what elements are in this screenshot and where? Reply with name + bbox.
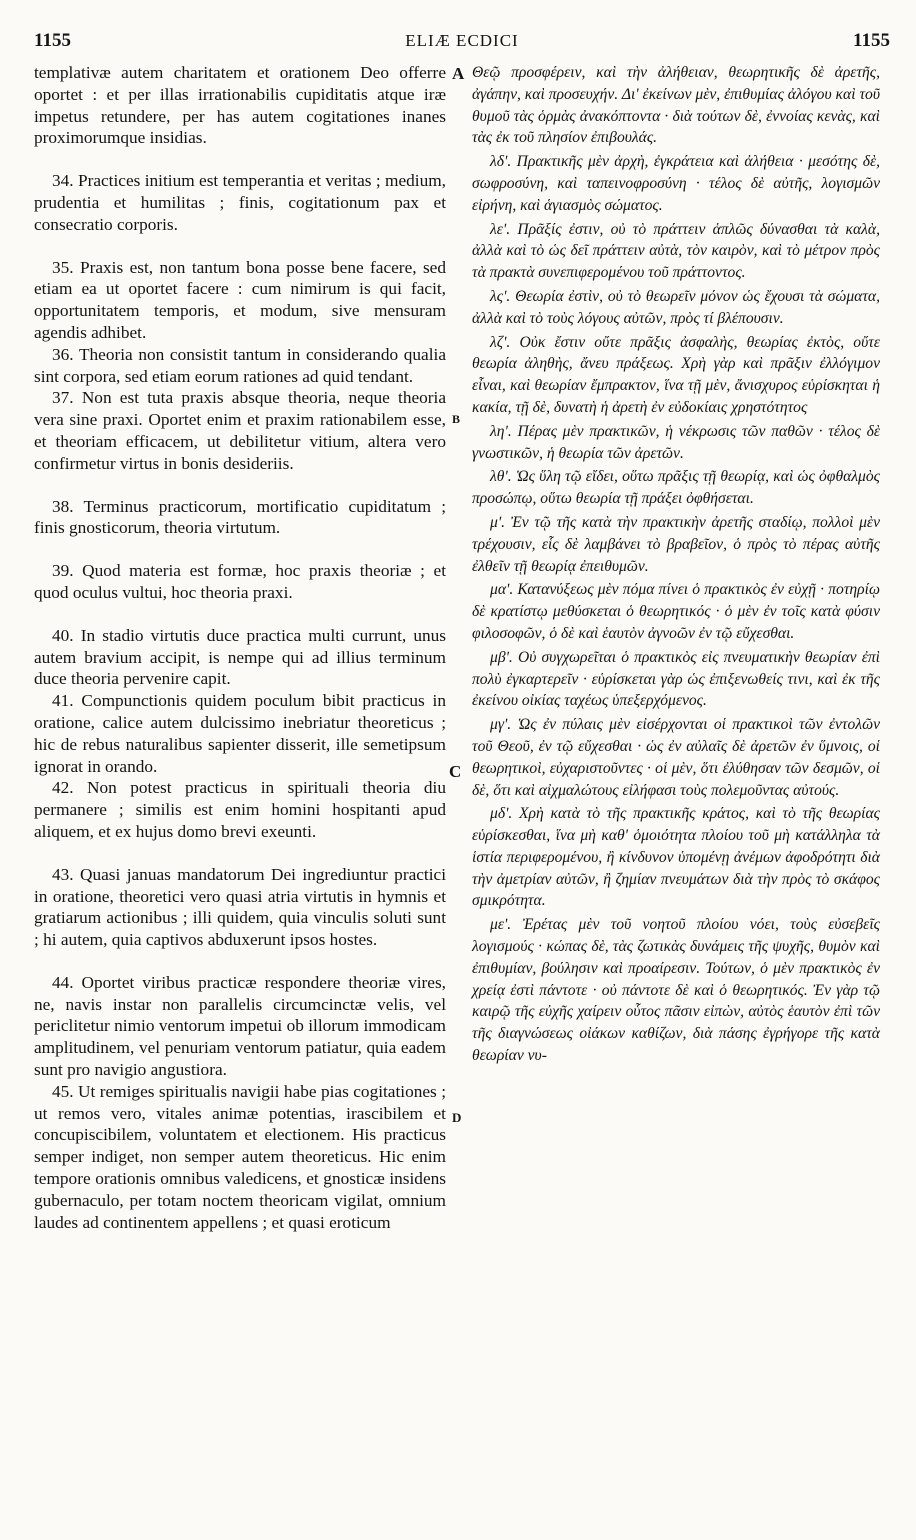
latin-paragraph: templativæ autem charitatem et orationem Deo offerre oportet : et per illas irrationabilis cupiditatis atque iræ impetus retundere, per has autem cogitationes inanes proximorumque insidias. xyxy=(34,63,446,148)
greek-paragraph: ληʹ. Πέρας μὲν πρακτικῶν, ἡ νέκρωσις τῶν παθῶν · τέλος δὲ γνωστικῶν, ἡ θεωρία τῶν ἀρετῶν. xyxy=(472,422,880,462)
greek-paragraph: Θεῷ προσφέρειν, καὶ τὴν ἀλήθειαν, θεωρητικῆς δὲ ἀρετῆς, ἀγάπην, καὶ προσευχήν. Δι' ἐκείνων μὲν, ἐπιθυμίας ἀλόγου καὶ τοῦ θυμοῦ τὰς ὁρμὰς ἀνακόπτοντα · διὰ τούτων δὲ, ἐννοίας κενὰς, καὶ τὰς ἐκ τοῦ πλησίον ἐπιβουλάς. xyxy=(472,64,880,147)
latin-paragraph: 34. Practices initium est temperantia et veritas ; medium, prudentia et humilitas ; finis, cogitationum pax et consecratio corporis. xyxy=(34,171,446,234)
margin-letter-a: A xyxy=(452,64,465,83)
margin-letter-b: B xyxy=(452,412,461,426)
latin-paragraph: 35. Praxis est, non tantum bona posse bene facere, sed etiam ea ut oportet facere : cum nimirum is qui facit, opportunitatem temporis, et modum, sive mensuram agendis adhibet. xyxy=(34,257,446,342)
greek-paragraph: μγʹ. Ὡς ἐν πύλαις μὲν εἰσέρχονται οἱ πρακτικοὶ τῶν ἐντολῶν τοῦ Θεοῦ, ἐν τῷ εὔχεσθαι · ὡς ἐν αὐλαῖς δὲ ἀρετῶν ἐν ὕμνοις, οἱ θεωρητικοὶ, εὐχαριστοῦντες · οἱ μὲν, ὅτι ἐλύθησαν τῶν δεσμῶν, οἱ δὲ, ὅτι καὶ αἰχμαλώτους εἰλήφασι τοὺς πολεμοῦντας αὐτούς. xyxy=(472,716,880,799)
greek-paragraph: μαʹ. Κατανύξεως μὲν πόμα πίνει ὁ πρακτικὸς ἐν εὐχῇ · ποτηρίῳ δὲ κρατίστῳ μεθύσκεται ὁ θεωρητικός · ὁ μὲν ἐν τοῖς κατὰ φύσιν φιλοσοφῶν, ὁ δὲ καὶ ἑαυτὸν ἀγνοῶν ἐν τῷ εὔχεσθαι. xyxy=(472,581,880,642)
latin-paragraph: 37. Non est tuta praxis absque theoria, neque theoria vera sine praxi. Oportet enim et praxim rationabilem esse, et theoriam efficacem, ut debilitetur vitium, altera vero confirmetur virtus in bonis desideriis. xyxy=(34,388,446,473)
latin-paragraph: 36. Theoria non consistit tantum in considerando qualia sint corpora, sed etiam eorum rationes ad quid tendant. xyxy=(34,344,446,386)
page-number-right: 1155 xyxy=(853,30,890,51)
running-header xyxy=(34,30,890,58)
greek-paragraph: μεʹ. Ἐρέτας μὲν τοῦ νοητοῦ πλοίου νόει, τοὺς εὐσεβεῖς λογισμούς · κώπας δὲ, τὰς ζωτικὰς δυνάμεις τῆς ψυχῆς, θυμὸν καὶ ἐπιθυμίαν, βούλησιν καὶ προαίρεσιν. Τούτων, ὁ μὲν πρακτικὸς ἐν χρείᾳ ἐστὶ πάντοτε · οὐ πάντοτε δὲ καὶ ὁ θεωρητικός. Ἐν γὰρ τῷ καιρῷ τῆς εὐχῆς χαίρειν οὗτος πᾶσιν εἰπὼν, αὐτὸς ἑαυτὸν ἐπὶ τῶν τῆς διαγνώσεως οἰάκων καθίζων, διὰ πάσης ἐγρήγορε τῆς κατὰ θεωρίαν νυ- xyxy=(472,916,880,1065)
greek-paragraph: μβʹ. Οὐ συγχωρεῖται ὁ πρακτικὸς εἰς πνευματικὴν θεωρίαν ἐπὶ πολὺ ἐγκαρτερεῖν · εὑρίσκεται γὰρ ὡς ἐπιξενωθείς τινι, καὶ ἐκ τῆς ἐκείνου οἰκίας ταχέως ὑπεξερχόμενος. xyxy=(472,648,880,710)
latin-paragraph: 38. Terminus practicorum, mortificatio cupiditatum ; finis gnosticorum, theoria virtutum. xyxy=(34,496,446,538)
greek-paragraph: λθʹ. Ὡς ὕλη τῷ εἴδει, οὕτω πρᾶξις τῇ θεωρίᾳ, καὶ ὡς ὀφθαλμὸς προσώπῳ, οὕτω θεωρία τῇ πράξει ὀφθήσεται. xyxy=(472,468,880,508)
greek-paragraph: μʹ. Ἐν τῷ τῆς κατὰ τὴν πρακτικὴν ἀρετῆς σταδίῳ, πολλοὶ μὲν τρέχουσιν, εἷς δὲ λαμβάνει τὸ βραβεῖον, ὁ πρὸς τὸ πέρας αὐτῆς ἐλθεῖν τῇ θεωρίᾳ ἐπειθυμῶν. xyxy=(472,513,880,575)
latin-paragraph: 39. Quod materia est formæ, hoc praxis theoriæ ; et quod oculus vultui, hoc theoria praxi. xyxy=(34,561,446,602)
latin-paragraph: 45. Ut remiges spiritualis navigii habe pias cogitationes ; ut remos vero, vitales animæ potentias, irascibilem et concupiscibilem, voluntatem et electionem. His practicus semper indiget, non semper autem theoreticus. Hic enim tempore orationis omnibus valedicens, et gnosticæ insidens gubernaculo, per totam noctem theoricam vigilat, omnium laudes ad continentem appellens ; et quasi eroticum xyxy=(34,1081,446,1232)
page-number-left: 1155 xyxy=(34,30,71,51)
greek-paragraph: λδʹ. Πρακτικῆς μὲν ἀρχὴ, ἐγκράτεια καὶ ἀλήθεια · μεσότης δὲ, σωφροσύνη, καὶ ταπεινοφροσύνη · τέλος δὲ αὐτῆς, λογισμῶν εἰρήνη, καὶ ἁγιασμὸς σώματος. xyxy=(472,153,880,214)
greek-paragraph: λεʹ. Πρᾶξίς ἐστιν, οὐ τὸ πράττειν ἁπλῶς δύνασθαι τὰ καλὰ, ἀλλὰ καὶ τὸ ὡς δεῖ πράττειν αὐτὰ, τὸν καιρὸν, καὶ τὸ μέτρον πρὸς τὰ πρακτὰ συνεπιφερομένου τοῦ πράττοντος. xyxy=(472,220,880,282)
margin-letter-c: C xyxy=(449,762,462,781)
greek-paragraph: λζʹ. Οὐκ ἔστιν οὔτε πρᾶξις ἀσφαλὴς, θεωρίας ἐκτὸς, οὔτε θεωρία ἀληθὴς, ἄνευ πράξεως. Χρὴ γὰρ καὶ πρᾶξιν ἐλλόγιμον εἶναι, καὶ θεωρίαν ἔμπρακτον, ἵνα τῇ μὲν, ἄνισχυρος εὑρίσκηται ἡ κακία, τῇ δὲ, δυνατὴ ἡ ἀρετὴ ἐν εὐδοκίαις χρηστότητος xyxy=(472,333,880,416)
greek-column xyxy=(472,62,880,1067)
margin-letter-d: D xyxy=(452,1110,462,1125)
latin-column xyxy=(34,62,446,1233)
latin-paragraph: 40. In stadio virtutis duce practica multi currunt, unus autem bravium accipit, is nempe qui ad illius terminum duce theoria pervenire capit. xyxy=(34,625,446,689)
latin-paragraph: 44. Oportet viribus practicæ respondere theoriæ vires, ne, navis instar non parallelis circumcinctæ velis, vel periclitetur nimio ventorum impetui ob illorum immodicam amplitudinem, vel penuriam ventorum patiatur, quia eadem sunt pro navigio angustiora. xyxy=(34,972,446,1080)
latin-paragraph: 43. Quasi januas mandatorum Dei ingrediuntur practici in oratione, theoretici vero quasi atria virtutis in hymnis et gratiarum actionibus ; illi quidem, quia vinculis soluti sunt ; hi autem, quia captivos abduxerunt ipsos hostes. xyxy=(34,864,446,950)
greek-paragraph: λςʹ. Θεωρία ἐστὶν, οὐ τὸ θεωρεῖν μόνον ὡς ἔχουσι τὰ σώματα, ἀλλὰ καὶ τὸ τοὺς λόγους αὐτῶν, πρὸς τί βλέπουσιν. xyxy=(472,287,880,327)
running-title: ELIÆ ECDICI xyxy=(405,31,519,50)
latin-paragraph: 41. Compunctionis quidem poculum bibit practicus in oratione, calice autem dulcissimo inebriatur theoreticus ; hic de rebus naturalibus sapienter disserit, ille semetipsum ignorat in orando. xyxy=(34,691,446,776)
latin-paragraph: 42. Non potest practicus in spirituali theoria diu permanere ; similis est enim homini hospitanti apud aliquem, et ex hujus domo brevi exeunti. xyxy=(34,778,446,841)
greek-paragraph: μδʹ. Χρὴ κατὰ τὸ τῆς πρακτικῆς κράτος, καὶ τὸ τῆς θεωρίας εὑρίσκεσθαι, ἵνα μὴ καθ' ὁμοιότητα πλοίου τοῦ μὴ κατάλληλα τὰ ἱστία περιφερομένου, ἢ κίνδυνον ὑπομένῃ ἀνέμων ἀφοδρότητι διὰ τὴν ἀμετρίαν αὐτῶν, ἢ ζημίαν πνευμάτων διὰ τὴν πρὸς τὸ σκάφος σμικρότητα. xyxy=(472,805,880,910)
